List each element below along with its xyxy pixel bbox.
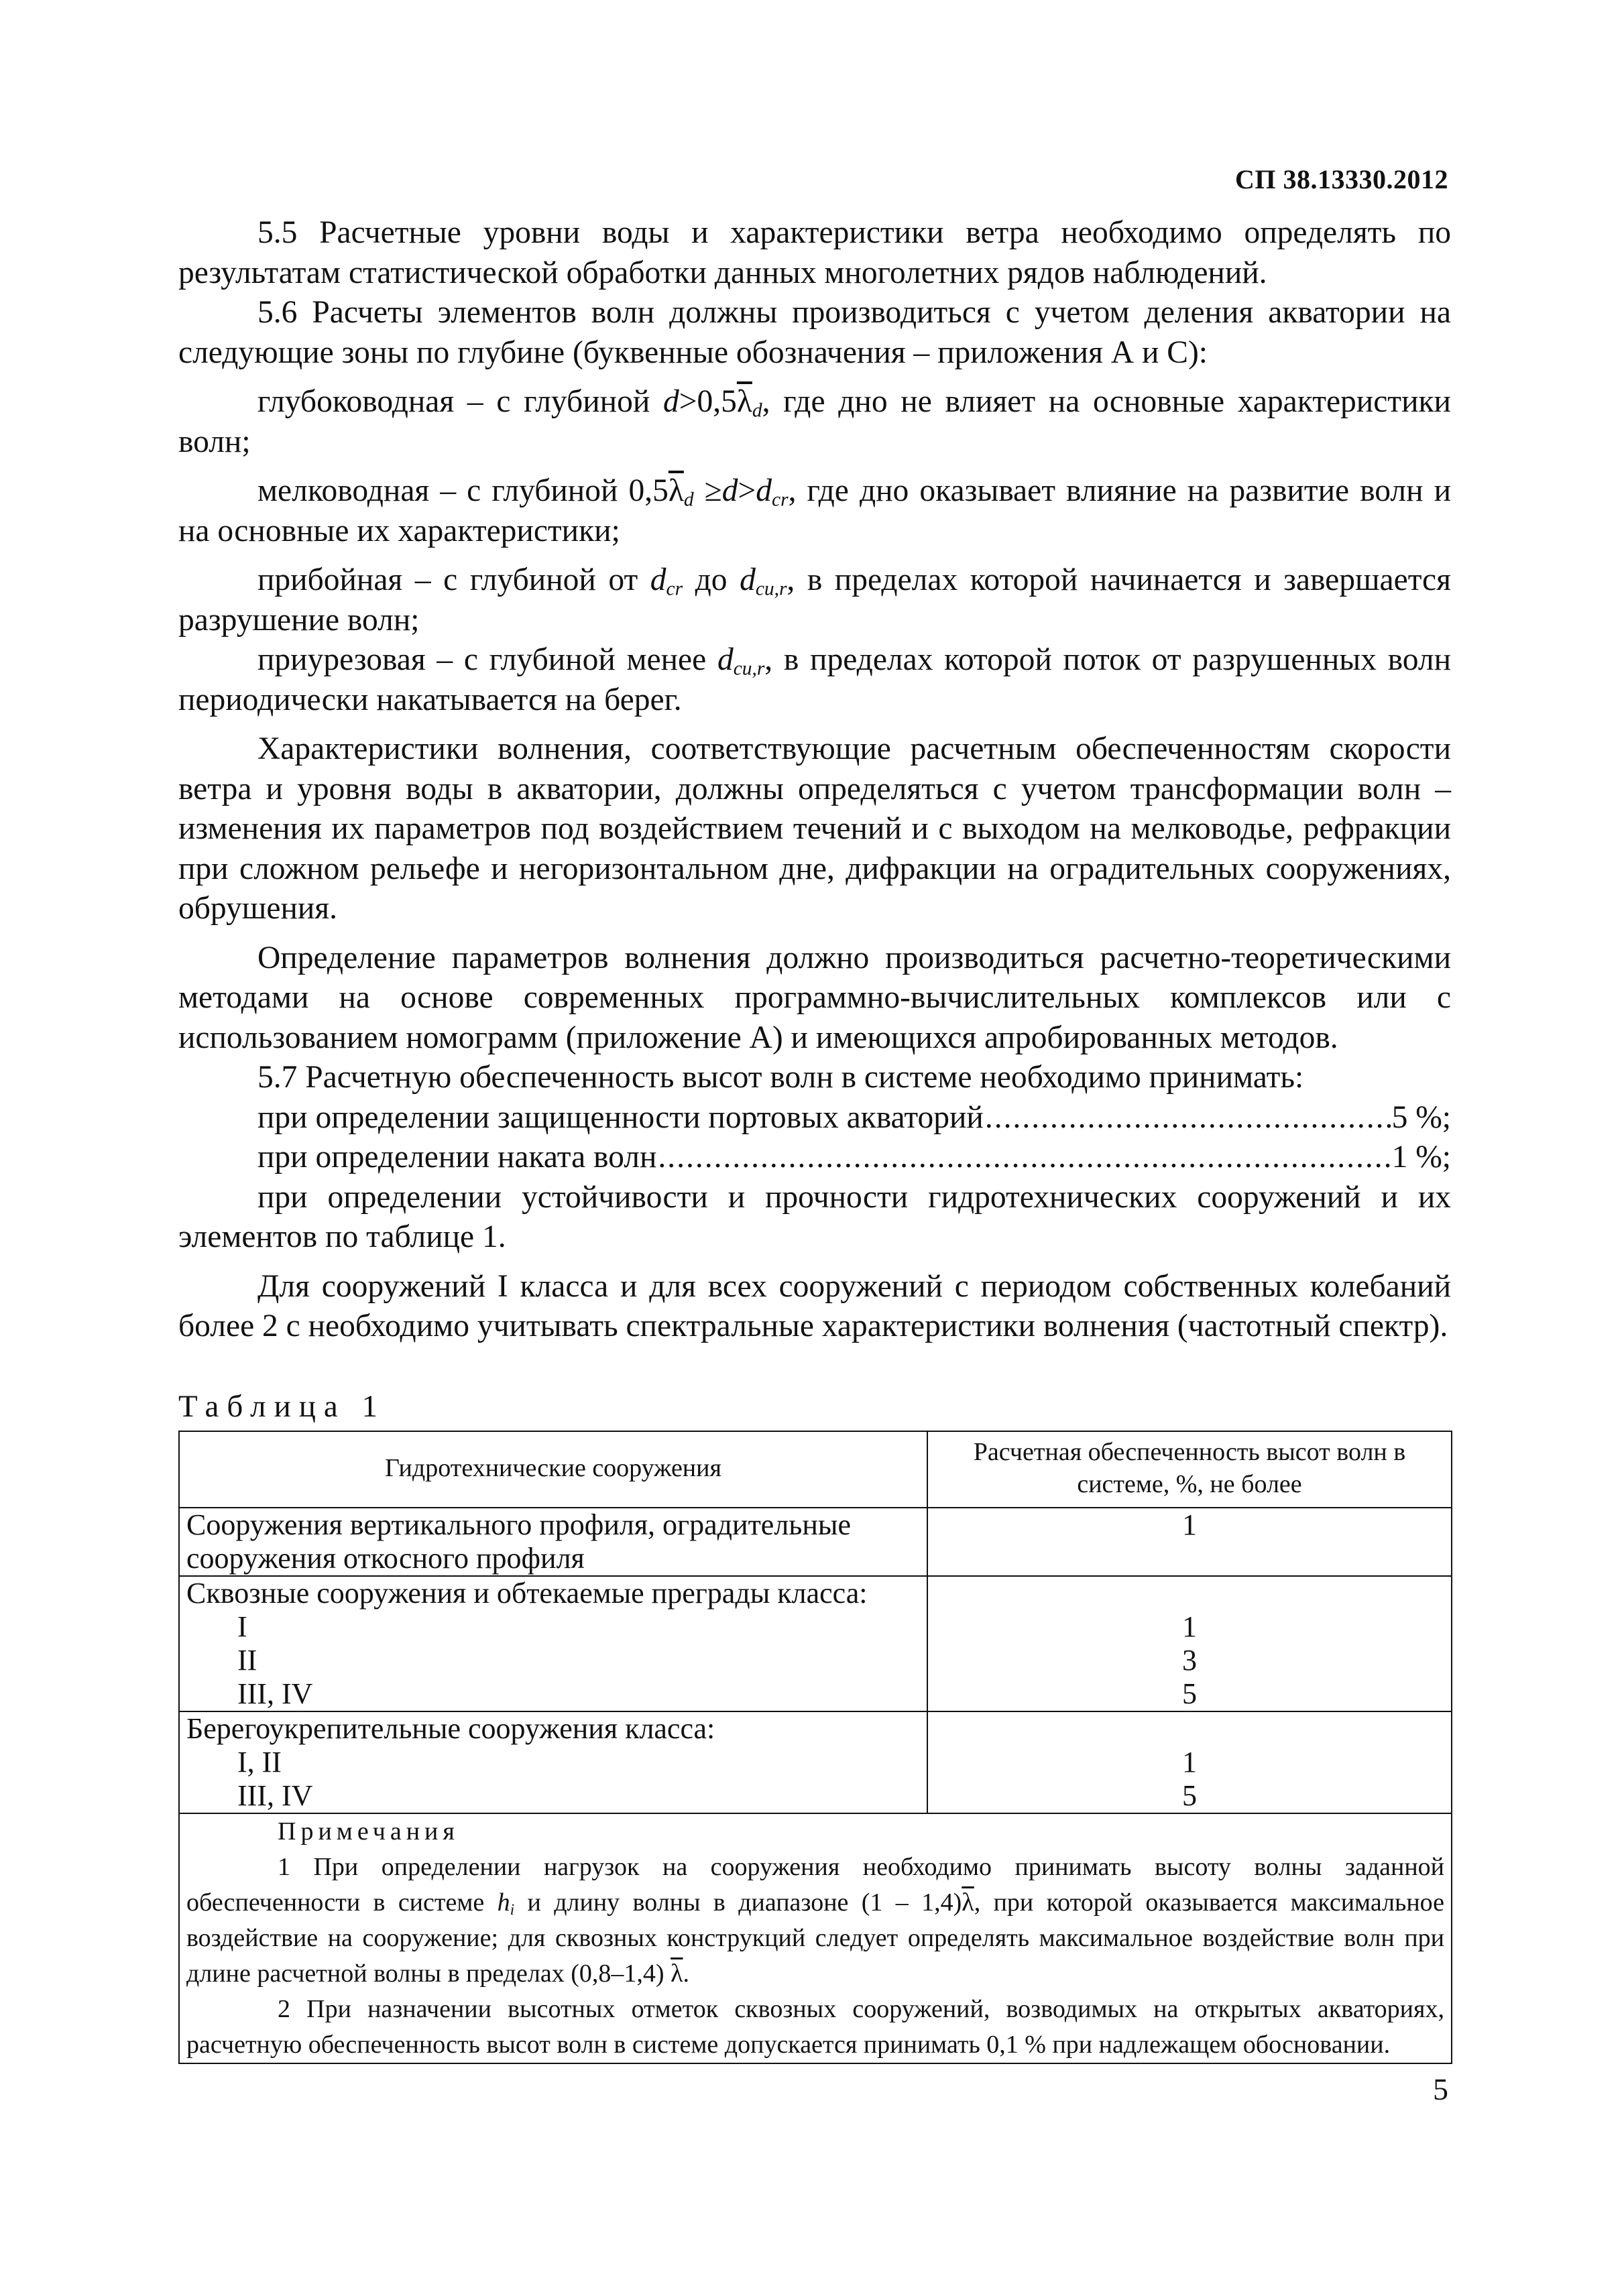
dot-leader bbox=[658, 1138, 1390, 1178]
table-cell-value: 1 bbox=[927, 1508, 1452, 1576]
zone-surf: прибойная – с глубиной от $d_{cr}$ до $d_{cu,r}$, в пределах которой начинается и завершается разрушение волн; bbox=[178, 562, 1451, 638]
note-2: 2 При назначении высотных отметок сквозных сооружений, возводимых на открытых акваториях, расчетную обеспеченность высот волн в системе допускается принимать 0,1 % при надлежащем обосновании. bbox=[186, 1995, 1444, 2059]
table-notes bbox=[179, 1813, 1452, 2063]
table-header-row bbox=[179, 1431, 1452, 1508]
table-notes-row bbox=[179, 1813, 1452, 2063]
table-row bbox=[179, 1711, 1452, 1813]
zone-deep-water: глубоководная – с глубиной $d>0,5\overline{\lambda}_d$, где дно не влияет на основные характеристики волн; bbox=[178, 384, 1451, 459]
note-1: 1 При определении нагрузок на сооружения необходимо принимать высоту волны заданной обеспеченности в системе $h_i$ и длину волны в диапазоне $(1 - 1,4)\overline{\lambda}$, при которой оказывается максимальное воздействие на сооружение; для сквозных конструкций следует определять максимальное воздействие волн при длине расчетной волны в пределах (0,8–1,4) $\overline{\lambda}$. bbox=[186, 1853, 1444, 1988]
paragraph-wave-characteristics: Характеристики волнения, соответствующие расчетным обеспеченностям скорости ветра и уровня воды в акватории, должны определяться с учетом трансформации волн – изменения их параметров под воздействием течений и с выходом на мелководье, рефракции при сложном рельефе и негоризонтальном дне, дифракции на оградительных сооружениях, обрушения. bbox=[178, 731, 1451, 926]
table-header-structures: Гидротехнические сооружения bbox=[179, 1431, 927, 1508]
table-row bbox=[179, 1508, 1452, 1576]
list-item-stability: при определении устойчивости и прочности гидротехнических сооружений и их элементов по таблице 1. bbox=[178, 1179, 1451, 1254]
table-cell-value-group: 1 3 5 bbox=[927, 1576, 1452, 1711]
table-header-probability: Расчетная обеспеченность высот волн в системе, %, не более bbox=[927, 1431, 1452, 1508]
paragraph-5-7: 5.7 Расчетную обеспеченность высот волн в системе необходимо принимать: bbox=[257, 1060, 1304, 1095]
paragraph-class-i: Для сооружений I класса и для всех сооружений с периодом собственных колебаний более 2 с необходимо учитывать спектральные характеристики волнения (частотный спектр). bbox=[178, 1268, 1451, 1343]
table-caption: Таблица 1 bbox=[178, 1389, 386, 1424]
paragraph-5-5: 5.5 Расчетные уровни воды и характеристики ветра необходимо определять по результатам статистической обработки данных многолетних рядов наблюдений. bbox=[178, 215, 1451, 290]
list-item-port-protection: при определении защищенности портовых акваторий ..... 5 %; bbox=[178, 1098, 1451, 1138]
table-cell-structure-group: Берегоукрепительные сооружения класса: I, II III, IV bbox=[179, 1711, 927, 1813]
zone-shallow-water: мелководная – с глубиной $0,5\overline{\lambda}_d \ge d>d_{cr}$, где дно оказывает влияние на развитие волн и на основные их характеристики; bbox=[178, 473, 1452, 548]
table-cell-structure: Сооружения вертикального профиля, оградительные сооружения откосного профиля bbox=[179, 1508, 927, 1576]
zone-swash: приурезовая – с глубиной менее $d_{cu,r}$, в пределах которой поток от разрушенных волн периодически накатывается на берег. bbox=[178, 642, 1451, 717]
table-cell-value-group: 1 5 bbox=[927, 1711, 1452, 1813]
dot-leader bbox=[985, 1098, 1391, 1138]
notes-title: Примечания bbox=[278, 1817, 459, 1846]
table-row bbox=[179, 1576, 1452, 1711]
document-body bbox=[178, 213, 1451, 1347]
page-number: 5 bbox=[1433, 2072, 1448, 2106]
paragraph-5-6: 5.6 Расчеты элементов волн должны производиться с учетом деления акватории на следующие зоны по глубине (буквенные обозначения – приложения А и С): bbox=[178, 295, 1451, 370]
document-code-header: СП 38.13330.2012 bbox=[1235, 164, 1448, 194]
table-cell-structure-group: Сквозные сооружения и обтекаемые преграды класса: I II III, IV bbox=[179, 1576, 927, 1711]
list-item-wave-runup: при определении наката волн ..... 1 %; bbox=[178, 1138, 1451, 1178]
paragraph-wave-parameters: Определение параметров волнения должно производиться расчетно-теоретическими методами на основе современных программно-вычислительных комплексов или с использованием номограмм (приложение А) и имеющихся апробированных методов. bbox=[178, 940, 1451, 1055]
table-1 bbox=[178, 1431, 1452, 2064]
